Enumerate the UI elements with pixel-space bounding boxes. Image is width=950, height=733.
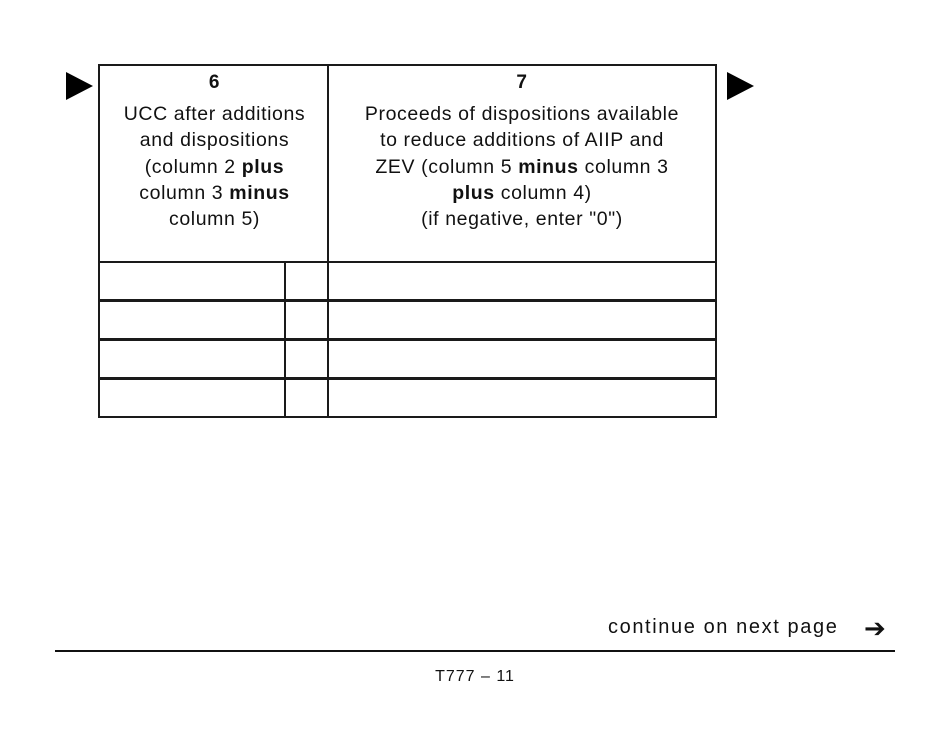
column-6-header: [98, 64, 329, 263]
column-6-cents-field[interactable]: [284, 300, 329, 340]
column-6-cents-field[interactable]: [284, 261, 329, 301]
column-7-number: 7: [516, 72, 528, 93]
arrow-right-icon: ➔: [864, 613, 886, 643]
page-number: T777 – 11: [435, 668, 515, 685]
continue-on-next-page-text: continue on next page: [608, 616, 839, 638]
column-6-amount-field[interactable]: [98, 261, 286, 301]
continue-from-left-triangle-icon: [66, 72, 93, 100]
column-7-field[interactable]: [327, 378, 717, 418]
footer-divider: [55, 650, 895, 652]
column-6-number: 6: [208, 72, 221, 93]
table-row: [98, 300, 717, 339]
column-7-label: Proceeds of dispositions available to reduce additions of AIIP and ZEV (column 5 minus column 3 plus column 4) (if negative, enter "0"): [364, 103, 680, 231]
ucc-table: [98, 64, 717, 418]
column-6-amount-field[interactable]: [98, 378, 286, 418]
column-6-label: UCC after additions and dispositions (column 2 plus column 3 minus column 5): [123, 103, 306, 231]
column-7-field[interactable]: [327, 300, 717, 340]
table-row: [98, 261, 717, 300]
column-7-header: [327, 64, 717, 263]
column-7-field[interactable]: [327, 261, 717, 301]
column-7-field[interactable]: [327, 339, 717, 379]
continue-right-triangle-icon: [727, 72, 754, 100]
column-6-cents-field[interactable]: [284, 339, 329, 379]
column-6-amount-field[interactable]: [98, 300, 286, 340]
table-row: [98, 378, 717, 417]
column-6-cents-field[interactable]: [284, 378, 329, 418]
table-row: [98, 339, 717, 378]
column-6-amount-field[interactable]: [98, 339, 286, 379]
